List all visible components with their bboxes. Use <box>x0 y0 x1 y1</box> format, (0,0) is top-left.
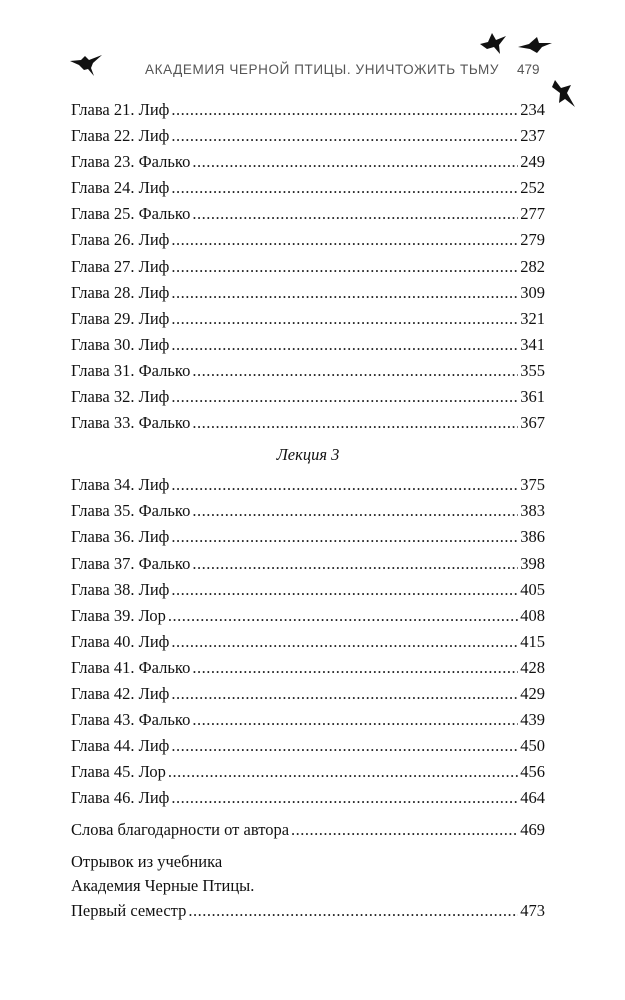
toc-entry[interactable] <box>71 358 545 384</box>
toc-entry-acknowledgements[interactable] <box>71 817 545 843</box>
toc-entry-page: 367 <box>520 413 545 433</box>
toc-entry[interactable] <box>71 175 545 201</box>
toc-entry[interactable] <box>71 733 545 759</box>
toc-entry-page: 234 <box>520 100 545 119</box>
toc-entry-label: Глава 35. Фалько <box>71 501 191 521</box>
toc-entry-page: 450 <box>520 736 545 756</box>
leader-dots <box>171 97 518 123</box>
toc-entry-label: Глава 28. Лиф <box>71 282 170 302</box>
toc-entry[interactable] <box>71 785 545 811</box>
excerpt-line-2: Академия Черные Птицы. <box>71 875 255 895</box>
toc-entry[interactable] <box>71 123 545 149</box>
toc-entry-page: 408 <box>520 605 545 625</box>
toc-entry-page: 277 <box>520 204 545 224</box>
toc-entry[interactable] <box>71 201 545 227</box>
toc-entry-page: 375 <box>520 475 545 495</box>
leader-dots <box>168 759 518 785</box>
toc-entry-label: Глава 27. Лиф <box>71 256 170 276</box>
toc-entry-excerpt[interactable] <box>71 850 545 924</box>
excerpt-line-1: Отрывок из учебника <box>71 851 223 871</box>
toc-entry-label: Глава 29. Лиф <box>71 308 170 328</box>
leader-dots <box>192 149 518 175</box>
toc-group-2 <box>71 472 545 811</box>
leader-dots <box>171 524 518 550</box>
leader-dots <box>171 227 518 253</box>
toc-entry[interactable] <box>71 472 545 498</box>
toc-entry[interactable] <box>71 655 545 681</box>
toc-entry-label: Глава 24. Лиф <box>71 178 170 198</box>
toc-entry[interactable] <box>71 306 545 332</box>
toc-entry-page: 469 <box>520 820 545 840</box>
toc-entry[interactable] <box>71 498 545 524</box>
toc-entry-page: 439 <box>520 710 545 730</box>
toc-entry[interactable] <box>71 410 545 436</box>
leader-dots <box>192 707 518 733</box>
leader-dots <box>168 603 518 629</box>
page-number: 479 <box>517 62 540 77</box>
toc-entry-page: 279 <box>520 230 545 250</box>
toc-entry[interactable] <box>71 254 545 280</box>
toc-entry-page: 386 <box>520 527 545 547</box>
leader-dots <box>171 280 518 306</box>
toc-entry[interactable] <box>71 759 545 785</box>
toc-entry-page: 456 <box>520 762 545 782</box>
toc-entry[interactable] <box>71 551 545 577</box>
toc-entry-page: 473 <box>520 900 545 920</box>
leader-dots <box>171 629 518 655</box>
leader-dots <box>192 410 518 436</box>
toc-entry-label: Глава 23. Фалько <box>71 152 191 172</box>
toc-entry[interactable] <box>71 149 545 175</box>
toc-entry-page: 341 <box>520 334 545 354</box>
leader-dots <box>291 817 518 843</box>
toc-entry-page: 405 <box>520 579 545 599</box>
toc-entry-label: Глава 44. Лиф <box>71 736 170 756</box>
toc-entry-page: 249 <box>520 152 545 172</box>
toc-entry-label: Глава 42. Лиф <box>71 683 170 703</box>
leader-dots <box>188 898 518 924</box>
leader-dots <box>171 733 518 759</box>
leader-dots <box>192 498 518 524</box>
toc-group-1 <box>71 97 545 436</box>
toc-entry-label: Глава 43. Фалько <box>71 710 191 730</box>
toc-entry[interactable] <box>71 227 545 253</box>
running-title: АКАДЕМИЯ ЧЕРНОЙ ПТИЦЫ. УНИЧТОЖИТЬ ТЬМУ <box>145 62 500 77</box>
toc-entry-label: Глава 46. Лиф <box>71 788 170 808</box>
toc-entry-page: 361 <box>520 387 545 407</box>
toc-entry-label: Глава 40. Лиф <box>71 631 170 651</box>
leader-dots <box>192 551 518 577</box>
toc-entry-label: Глава 45. Лор <box>71 762 166 782</box>
toc-entry-label: Первый семестр <box>71 900 187 920</box>
leader-dots <box>192 358 518 384</box>
crow-top-right-icon <box>517 35 553 55</box>
leader-dots <box>171 175 518 201</box>
toc-entry-label: Глава 31. Фалько <box>71 360 191 380</box>
toc-entry[interactable] <box>71 577 545 603</box>
toc-entry-page: 428 <box>520 657 545 677</box>
toc-entry[interactable] <box>71 280 545 306</box>
toc-entry-page: 464 <box>520 788 545 808</box>
toc-entry-label: Глава 34. Лиф <box>71 475 170 495</box>
toc-entry-page: 415 <box>520 631 545 651</box>
leader-dots <box>171 332 518 358</box>
toc-entry[interactable] <box>71 332 545 358</box>
leader-dots <box>171 472 518 498</box>
toc-entry-page: 321 <box>520 308 545 328</box>
toc-entry-label: Глава 25. Фалько <box>71 204 191 224</box>
toc-entry-page: 355 <box>520 360 545 380</box>
excerpt-line-3 <box>71 898 545 924</box>
leader-dots <box>171 254 518 280</box>
toc-entry[interactable] <box>71 384 545 410</box>
crow-top-left-icon <box>478 30 508 56</box>
toc-entry-label: Глава 32. Лиф <box>71 387 170 407</box>
crow-right-icon <box>551 79 577 109</box>
toc-entry-label: Глава 39. Лор <box>71 605 166 625</box>
toc-entry[interactable] <box>71 681 545 707</box>
leader-dots <box>171 577 518 603</box>
section-title: Лекция 3 <box>276 445 340 465</box>
toc-entry-label: Глава 22. Лиф <box>71 126 170 146</box>
table-of-contents <box>71 97 545 924</box>
toc-entry-page: 429 <box>520 683 545 703</box>
toc-entry-page: 237 <box>520 126 545 146</box>
toc-entry-label: Слова благодарности от автора <box>71 820 290 840</box>
toc-entry-label: Глава 21. Лиф <box>71 100 170 119</box>
toc-entry[interactable] <box>71 97 545 123</box>
toc-entry-label: Глава 33. Фалько <box>71 413 191 433</box>
toc-entry-label: Глава 30. Лиф <box>71 334 170 354</box>
toc-entry-label: Глава 41. Фалько <box>71 657 191 677</box>
toc-entry[interactable] <box>71 707 545 733</box>
toc-entry-page: 309 <box>520 282 545 302</box>
leader-dots <box>171 681 518 707</box>
leader-dots <box>171 306 518 332</box>
toc-entry[interactable] <box>71 524 545 550</box>
crow-left-icon <box>69 52 103 78</box>
leader-dots <box>192 655 518 681</box>
toc-entry-label: Глава 26. Лиф <box>71 230 170 250</box>
toc-entry[interactable] <box>71 629 545 655</box>
toc-entry-label: Глава 36. Лиф <box>71 527 170 547</box>
leader-dots <box>171 785 518 811</box>
toc-entry-page: 252 <box>520 178 545 198</box>
toc-entry-page: 398 <box>520 553 545 573</box>
toc-entry-label: Глава 37. Фалько <box>71 553 191 573</box>
toc-entry-page: 383 <box>520 501 545 521</box>
leader-dots <box>192 201 518 227</box>
toc-entry-page: 282 <box>520 256 545 276</box>
leader-dots <box>171 384 518 410</box>
toc-entry-label: Глава 38. Лиф <box>71 579 170 599</box>
leader-dots <box>171 123 518 149</box>
toc-entry[interactable] <box>71 603 545 629</box>
